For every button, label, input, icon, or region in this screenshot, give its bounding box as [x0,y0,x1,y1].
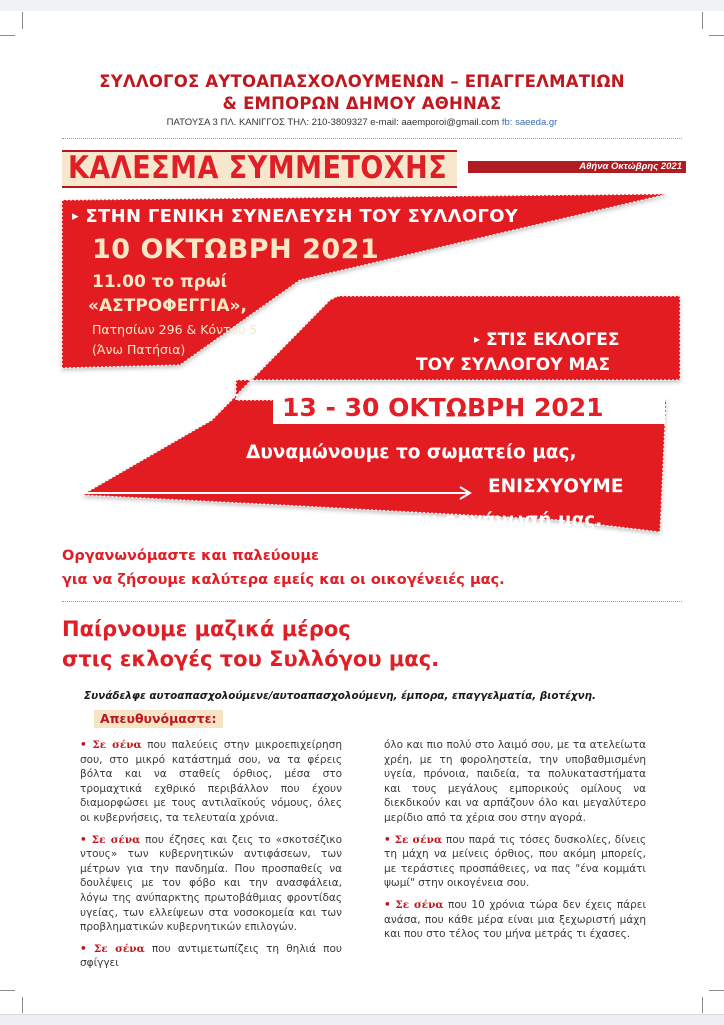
body-paragraph [80,738,342,826]
intro-line: Συνάδελφε αυτοαπασχολούμενε/αυτοαπασχολούμενη, έμπορα, επαγγελματία, βιοτέχνη. [84,690,596,702]
elections-heading-2: ΤΟΥ ΣΥΛΛΟΓΟΥ ΜΑΣ [416,355,611,375]
mid-big-2: στις εκλογές του Συλλόγου μας. [62,647,440,671]
body-paragraph [384,833,646,891]
org-name-line1: ΣΥΛΛΟΓΟΣ ΑΥΤΟΑΠΑΣΧΟΛΟΥΜΕΝΩΝ – ΕΠΑΓΓΕΛΜΑΤΙΩΝ [99,72,625,91]
assembly-heading-text: ΣΤΗΝ ΓΕΝΙΚΗ ΣΥΝΕΛΕΥΣΗ ΤΟΥ ΣΥΛΛΟΓΟΥ [85,206,519,227]
bullet: • [80,833,87,846]
assembly-venue: «ΑΣΤΡΟΦΕΓΓΙΑ», [88,296,247,316]
lead-phrase: Σε σένα [394,833,443,846]
body-paragraph [80,942,342,971]
bullet: • [384,833,391,846]
slogan-line-2: ΕΝΙΣΧΥΟΥΜΕ [488,476,624,497]
body-paragraph [384,898,646,942]
assembly-heading [72,206,518,227]
triangle-bullet-icon: ▸ [72,209,79,224]
body-paragraph [80,833,342,935]
paragraph-text: που έζησες και ζεις το «σκοτσέζικο ντους» των κυβερνητικών αντιφάσεων, των μέτρων για την πανδημία. Που προσπαθείς να δουλέψεις με τον φόβο και την ανασφάλεια, λόγω της ανύπαρκτης πρωτοβάθμιας φροντίδας υγείας, των ελλείψεων στα νοσοκομεία και των προβληματικών κυβερνητικών επιλογών. [80,833,342,934]
call-title: ΚΑΛΕΣΜΑ ΣΥΜΜΕΤΟΧΗΣ [68,150,448,187]
lead-phrase: Σε σένα [91,833,141,846]
mid-line-1: Οργανωνόμαστε και παλεύουμε [62,548,320,564]
paragraph-text: που 10 χρόνια τώρα δεν έχεις πάρει ανάσα, που κάθε μέρα είναι μια ξεχωριστή μάχη και που στο τέλος του μήνα μετράς τι έχασες. [384,898,646,941]
org-name-line2: & ΕΜΠΟΡΩΝ ΔΗΜΟΥ ΑΘΗΝΑΣ [222,94,502,113]
fb-link[interactable]: saeeda.gr [515,117,558,128]
body-column-left [80,738,342,978]
elections-dates: 13 - 30 ΟΚΤΩΒΡΗ 2021 [282,393,604,422]
mid-big-1: Παίρνουμε μαζικά μέρος [62,617,351,641]
body-paragraph: όλο και πιο πολύ στο λαιμό σου, με τα ατελείωτα χρέη, με τη φοροληστεία, την υποβαθμισμένη υγεία, πρόνοια, παιδεία, τα πολυκαταστήματα και τους μεγάλους εμπορικούς ομίλους να διεκδικούν και να αρπάζουν όλο και μεγαλύτερο μερίδιο από τα χέρια σου στην αγορά. [384,739,646,824]
lead-phrase: Σε σένα [92,739,142,751]
mid-divider [62,601,682,602]
lead-phrase: Σε σένα [93,942,145,955]
paragraph-text: που παλεύεις στην μικροεπιχείρηση σου, στο μικρό κατάστημά σου, να τα φέρεις βόλτα και να σταθείς όρθιος, μέσα στο τρομαχτικά εχθρικό περιβάλλον που έχουν διαμορφώσει με τους αντιλαϊκούς νόμους, όλες οι κυβερνήσεις, τα τελευταία χρόνια. [80,739,342,824]
issue-date: Αθήνα Οκτώβρης 2021 [579,161,682,172]
lead-phrase: Σε σένα [395,898,444,911]
triangle-bullet-icon: ▸ [474,332,481,346]
bullet: • [384,898,391,911]
fb-label: fb: [501,117,513,128]
assembly-address: Πατησίων 296 & Κόντου 5 [92,322,258,337]
body-column-right [384,738,646,949]
paragraph-text: που παρά τις τόσες δυσκολίες, δίνεις τη μάχη να μείνεις όρθιος, που ακόμη μπορείς, με τεράστιες προσπάθειες, να πας "ένα κομμάτι ψωμί" στην οικογένεια σου. [384,833,646,890]
mid-line-2: για να ζήσουμε καλύτερα εμείς και οι οικογένειές μας. [62,572,505,588]
bullet: • [80,739,87,751]
bullet: • [80,942,87,955]
assembly-area: (Άνω Πατήσια) [92,342,186,357]
elections-heading-1 [474,330,619,350]
address-heading: Απευθυνόμαστε: [94,710,223,728]
elections-heading-1-text: ΣΤΙΣ ΕΚΛΟΓΕΣ [485,330,620,350]
assembly-date: 10 ΟΚΤΩΒΡΗ 2021 [92,234,380,265]
slogan-line-1: Δυναμώνουμε το σωματείο μας, [246,442,577,463]
paragraph-text: που αντιμετωπίζεις τη θηλιά που σφίγγει [80,942,342,970]
contact-details: ΠΑΤΟΥΣΑ 3 ΠΛ. ΚΑΝΙΓΓΟΣ ΤΗΛ: 210-3809327 e-mail: aaemporoi@gmail.com [166,117,500,128]
assembly-time: 11.00 το πρωί [92,272,228,292]
slogan-line-3: την οργάνωσή μας. [400,510,603,531]
